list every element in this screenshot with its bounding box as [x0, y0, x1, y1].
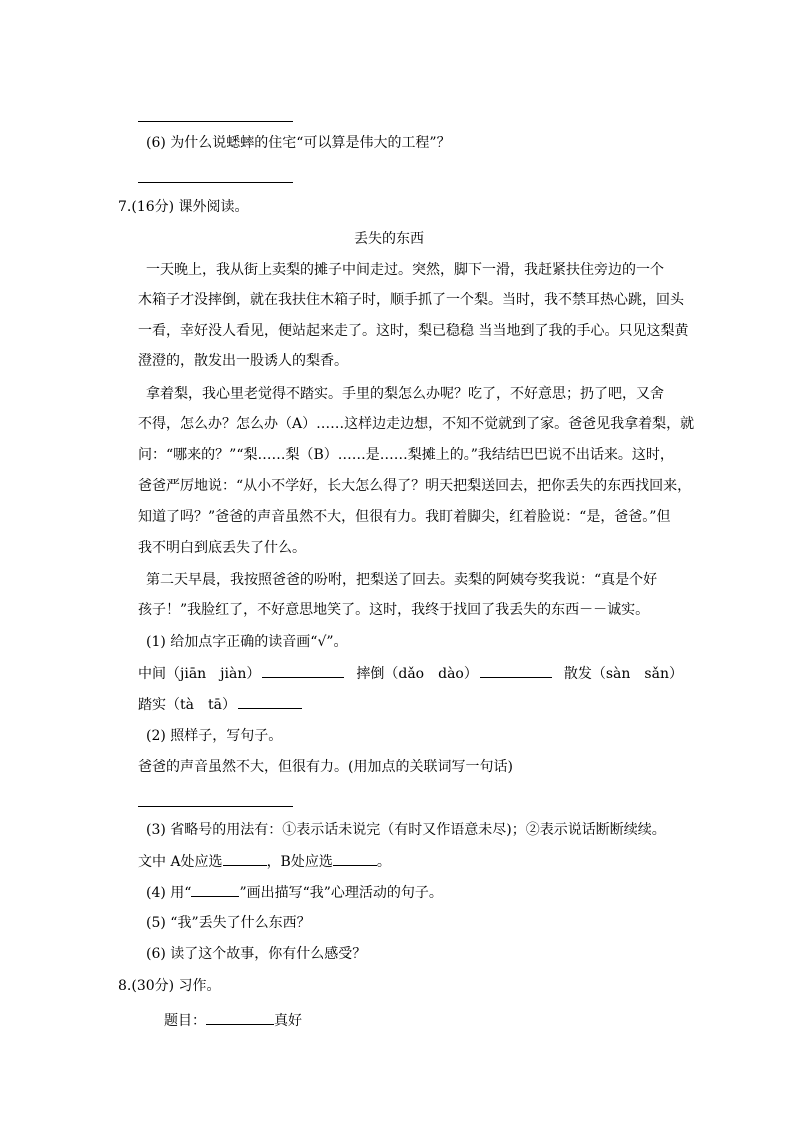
- passage-line: 爸爸严厉地说：“从小不学好，长大怎么得了？明天把梨送回去，把你丢失的东西找回来，: [138, 478, 692, 494]
- passage-title: 丢失的东西: [354, 231, 424, 247]
- passage-line: 拿着梨，我心里老觉得不踏实。手里的梨怎么办呢？吃了，不好意思；扔了吧，又舍: [146, 386, 664, 402]
- topic-blank[interactable]: [206, 1010, 274, 1025]
- passage-line: 知道了吗？”爸爸的声音虽然不大，但很有力。我盯着脚尖，红着脸说：“是，爸爸。”但: [138, 509, 671, 525]
- pinyin-item: 摔倒（dǎo dào）: [356, 666, 478, 682]
- passage-line: 木箱子才没摔倒，就在我扶住木箱子时，顺手抓了一个梨。当时，我不禁耳热心跳，回头: [138, 292, 684, 308]
- passage-line: 孩子！”我脸红了，不好意思地笑了。这时，我终于找回了我丢失的东西－－诚实。: [138, 602, 650, 618]
- underline-sample: [191, 882, 239, 897]
- pinyin-row-1: [138, 663, 683, 684]
- answer-blank-b[interactable]: [333, 851, 377, 866]
- sub-question-3: (3) 省略号的用法有：①表示话未说完（有时又作语意未尽)；②表示说话断断续续。: [146, 822, 666, 838]
- pinyin-item: 散发（sàn sǎn）: [563, 666, 683, 682]
- sub-question-2: (2) 照样子，写句子。: [146, 728, 283, 744]
- passage-line: 一天晚上，我从街上卖梨的摊子中间走过。突然，脚下一滑，我赶紧扶住旁边的一个: [146, 262, 664, 278]
- pinyin-item: 踏实（tà tā）: [138, 697, 236, 713]
- passage-line: 澄澄的，散发出一股诱人的梨香。: [138, 353, 348, 369]
- fill-text: (4) 用“: [146, 885, 192, 901]
- answer-line[interactable]: [138, 806, 293, 807]
- passage-line: 一看，幸好没人看见，便站起来走了。这时，梨已稳稳 当当地到了我的手心。只见这梨黄: [138, 323, 689, 339]
- passage-line: 第二天早晨，我按照爸爸的吩咐，把梨送了回去。卖梨的阿姨夸奖我说：“真是个好: [146, 572, 658, 588]
- fill-text: ，B处应选: [266, 854, 333, 870]
- answer-line[interactable]: [138, 182, 293, 183]
- pinyin-row-2: [138, 694, 302, 715]
- question-6: (6) 为什么说蟋蟀的住宅“可以算是伟大的工程”？: [146, 135, 451, 151]
- passage-line: 问：“哪来的？”“梨……梨（B）……是……梨摊上的。”我结结巴巴说不出话来。这时，: [138, 447, 674, 463]
- fill-text: 文中 A处应选: [138, 854, 223, 870]
- sub-question-1: (1) 给加点字正确的读音画“√”。: [146, 634, 348, 650]
- answer-blank-a[interactable]: [223, 851, 267, 866]
- answer-blank[interactable]: [480, 663, 552, 678]
- answer-blank[interactable]: [262, 663, 344, 678]
- passage-line: 不得，怎么办？怎么办（A）……这样边走边想，不知不觉就到了家。爸爸见我拿着梨，就: [138, 416, 695, 432]
- sub-question-4: [146, 882, 443, 903]
- fill-text: 。: [376, 854, 391, 870]
- topic-label: 题目：: [164, 1013, 206, 1029]
- question-7-heading: 7.(16分) 课外阅读。: [118, 199, 249, 215]
- question-8-heading: 8.(30分) 习作。: [118, 978, 221, 994]
- answer-line[interactable]: [138, 121, 293, 122]
- sub-question-5: (5) “我”丢失了什么东西？: [146, 915, 311, 931]
- sub-question-3-fill: [138, 851, 391, 872]
- topic-end: 真好: [274, 1013, 302, 1029]
- essay-topic: [164, 1010, 302, 1031]
- fill-text: ”画出描写“我”心理活动的句子。: [239, 885, 443, 901]
- passage-line: 我不明白到底丢失了什么。: [138, 540, 306, 556]
- pinyin-item: 中间（jiān jiàn）: [138, 666, 261, 682]
- sub-question-2-example: 爸爸的声音虽然不大，但很有力。(用加点的关联词写一句话): [138, 759, 513, 775]
- sub-question-6: (6) 读了这个故事，你有什么感受？: [146, 946, 367, 962]
- answer-blank[interactable]: [238, 694, 302, 709]
